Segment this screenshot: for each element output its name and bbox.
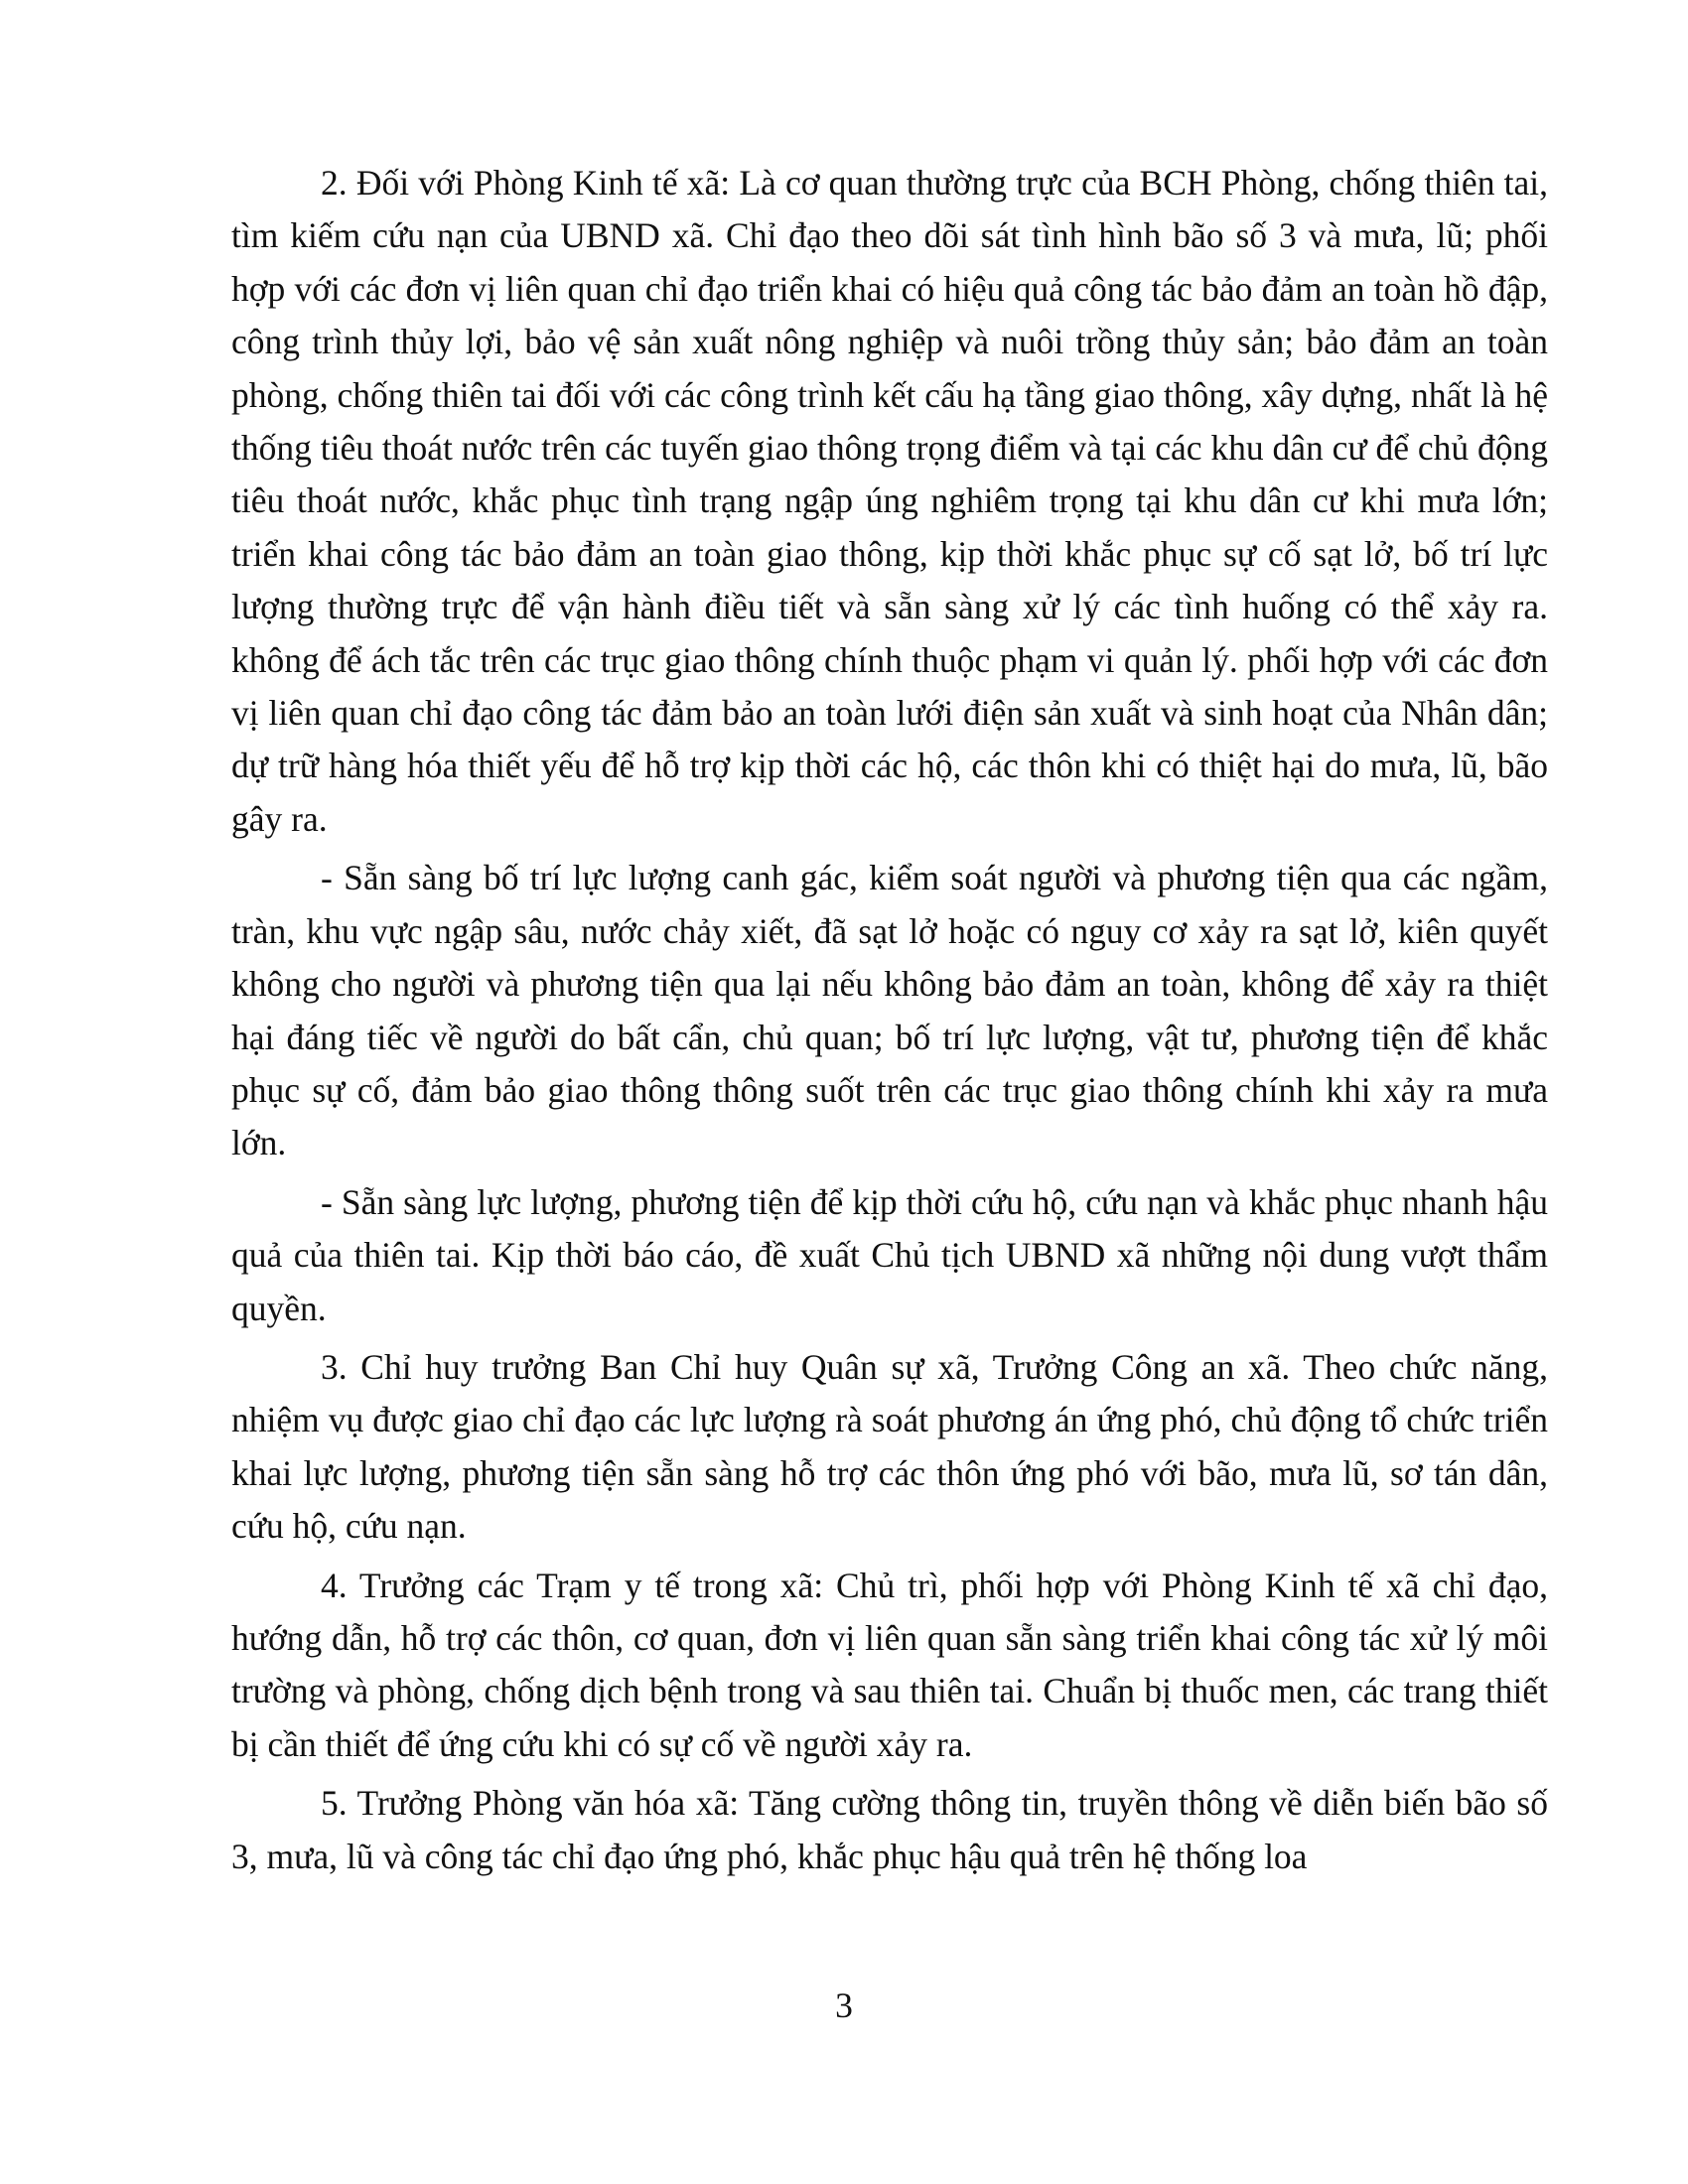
- page-number: 3: [835, 1985, 853, 2025]
- paragraph-text: - Sẵn sàng lực lượng, phương tiện để kịp thời cứu hộ, cứu nạn và khắc phục nhanh hậu quả của thiên tai. Kịp thời báo cáo, đề xuất Chủ tịch UBND xã những nội dung vượt thẩm quyền.: [231, 1181, 1548, 1328]
- paragraph-text: Là cơ quan thường trực của BCH Phòng, chống thiên tai, tìm kiếm cứu nạn của UBND xã. Chỉ đạo theo dõi sát tình hình bão số 3 và mưa, lũ; phối hợp với các đơn vị liên quan chỉ đạo triển khai có hiệu quả công tác bảo đảm an toàn hồ đập, công trình thủy lợi, bảo vệ sản xuất nông nghiệp và nuôi trồng thủy sản; bảo đảm an toàn phòng, chống thiên tai đối với các công trình kết cấu hạ tầng giao thông, xây dựng, nhất là hệ thống tiêu thoát nước trên các tuyến giao thông trọng điểm và tại các khu dân cư để chủ động tiêu thoát nước, khắc phục tình trạng ngập úng nghiêm trọng tại khu dân cư khi mưa lớn; triển khai công tác bảo đảm an toàn giao thông, kịp thời khắc phục sự cố sạt lở, bố trí lực lượng thường trực để vận hành điều tiết và sẵn sàng xử lý các tình huống có thể xảy ra. không để ách tắc trên các trục giao thông chính thuộc phạm vi quản lý. phối hợp với các đơn vị liên quan chỉ đạo công tác đảm bảo an toàn lưới điện sản xuất và sinh hoạt của Nhân dân; dự trữ hàng hóa thiết yếu để hỗ trợ kịp thời các hộ, các thôn khi có thiệt hại do mưa, lũ, bão gây ra.: [231, 163, 1548, 839]
- paragraph-text: 4. Trưởng các Trạm y tế trong xã: Chủ trì, phối hợp với Phòng Kinh tế xã chỉ đạo, hướng dẫn, hỗ trợ các thôn, cơ quan, đơn vị liên quan sẵn sàng triển khai công tác xử lý môi trường và phòng, chống dịch bệnh trong và sau thiên tai. Chuẩn bị thuốc men, các trang thiết bị cần thiết để ứng cứu khi có sự cố về người xảy ra.: [231, 1565, 1548, 1764]
- paragraph-phong-kinh-te: [231, 157, 1548, 846]
- document-body: [231, 157, 1548, 1889]
- paragraph-san-sang-cuu-ho: [231, 1176, 1548, 1335]
- paragraph-text: 5. Trưởng Phòng văn hóa xã: Tăng cường thông tin, truyền thông về diễn biến bão số 3, mưa, lũ và công tác chỉ đạo ứng phó, khắc phục hậu quả trên hệ thống loa: [231, 1783, 1548, 1876]
- paragraph-phong-van-hoa: [231, 1777, 1548, 1883]
- paragraph-text: 3. Chỉ huy trưởng Ban Chỉ huy Quân sự xã, Trưởng Công an xã. Theo chức năng, nhiệm vụ được giao chỉ đạo các lực lượng rà soát phương án ứng phó, chủ động tổ chức triển khai lực lượng, phương tiện sẵn sàng hỗ trợ các thôn ứng phó với bão, mưa lũ, sơ tán dân, cứu hộ, cứu nạn.: [231, 1346, 1548, 1547]
- paragraph-tram-y-te: [231, 1560, 1548, 1772]
- paragraph-quan-su-cong-an: [231, 1341, 1548, 1554]
- paragraph-bo-tri-luc-luong: [231, 852, 1548, 1169]
- paragraph-lead: 2. Đối với Phòng Kinh tế xã:: [321, 163, 731, 203]
- paragraph-text: - Sẵn sàng bố trí lực lượng canh gác, kiểm soát người và phương tiện qua các ngầm, tràn, khu vực ngập sâu, nước chảy xiết, đã sạt lở hoặc có nguy cơ xảy ra sạt lở, kiên quyết không cho người và phương tiện qua lại nếu không bảo đảm an toàn, không để xảy ra thiệt hại đáng tiếc về người do bất cẩn, chủ quan; bố trí lực lượng, vật tư, phương tiện để khắc phục sự cố, đảm bảo giao thông thông suốt trên các trục giao thông chính khi xảy ra mưa lớn.: [231, 858, 1548, 1163]
